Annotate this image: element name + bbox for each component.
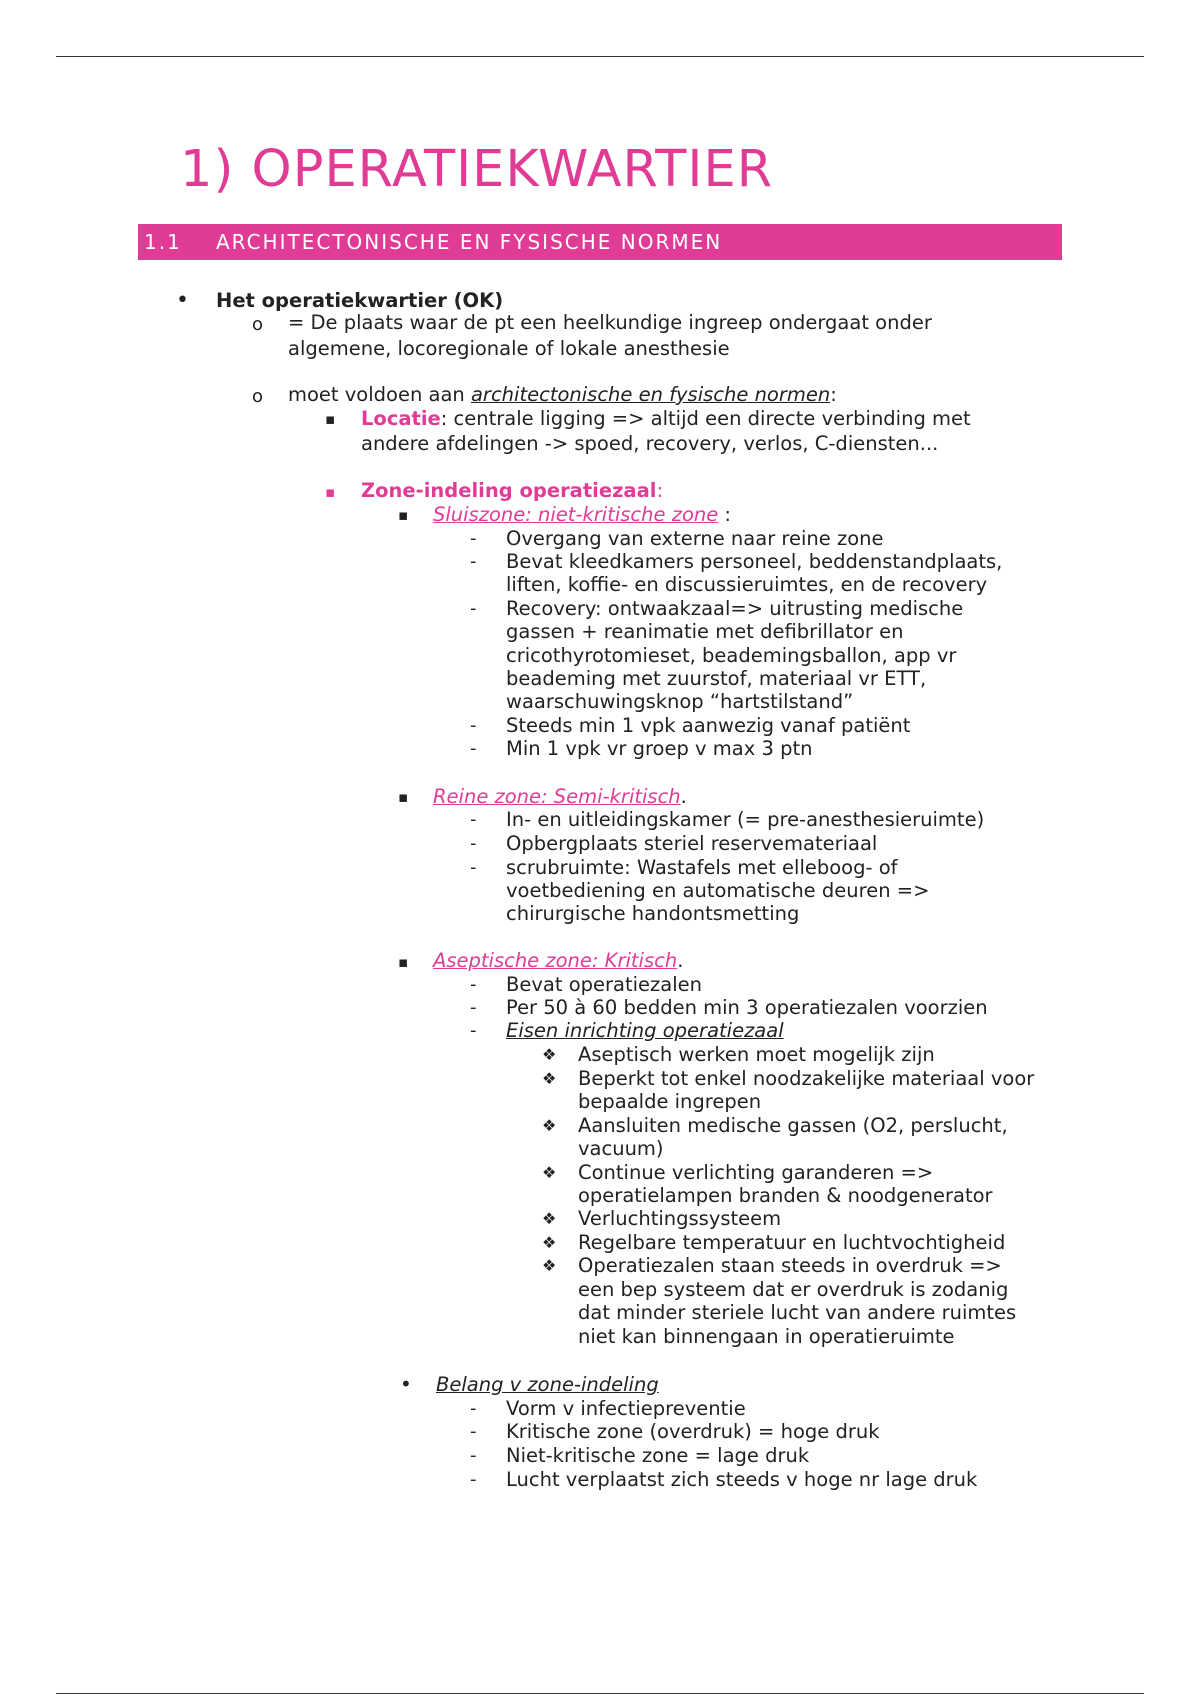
list-item: beademing met zuurstof, materiaal vr ETT, [506,667,927,690]
list-item: dat minder steriele lucht van andere ruimtes [578,1301,1017,1324]
eisen-heading: Eisen inrichting operatiezaal [506,1019,784,1042]
circle-marker: o [252,386,264,407]
dash-marker: - [470,974,477,995]
header-rule [56,56,1144,57]
norms-prefix: moet voldoen aan [288,383,471,406]
bullet-marker: • [176,288,189,313]
dash-marker: - [470,1469,477,1490]
list-item: vacuum) [578,1137,664,1160]
locatie-line [361,407,971,430]
list-item: Continue verlichting garanderen => [578,1161,934,1184]
norms-link: architectonische en fysische normen [470,383,831,406]
dash-marker: - [470,857,477,878]
ok-definition-line: = De plaats waar de pt een heelkundige ingreep ondergaat onder [288,311,932,334]
square-marker: ▪ [325,410,336,428]
diamond-marker: ❖ [542,1163,557,1182]
dash-marker: - [470,1398,477,1419]
dash-marker: - [470,528,477,549]
norms-line [288,383,837,406]
list-item: Recovery: ontwaakzaal=> uitrusting medische [506,597,964,620]
list-item: Operatiezalen staan steeds in overdruk => [578,1254,1002,1277]
zone-label: Zone-indeling operatiezaal [361,479,657,502]
diamond-marker: ❖ [542,1233,557,1252]
dash-marker: - [470,1421,477,1442]
section-title: ARCHITECTONISCHE EN FYSISCHE NORMEN [216,230,723,254]
sluiszone-suffix: : [718,503,732,526]
page-title: 1) OPERATIEKWARTIER [180,140,774,199]
locatie-line: andere afdelingen -> spoed, recovery, verlos, C-diensten... [361,432,939,455]
dash-marker: - [470,738,477,759]
dash-marker: - [470,1020,477,1041]
sluiszone-label: Sluiszone: niet-kritische zone [433,503,719,526]
locatie-label: Locatie [361,407,441,430]
aseptische-zone-heading [433,949,683,972]
list-item: Kritische zone (overdruk) = hoge druk [506,1420,880,1443]
zone-suffix: : [656,479,664,502]
diamond-marker: ❖ [542,1116,557,1135]
square-marker: ▪ [325,483,336,501]
aseptische-zone-suffix: . [677,949,684,972]
bullet-marker: • [400,1372,412,1396]
square-marker: ▪ [398,953,409,971]
locatie-text: : centrale ligging => altijd een directe verbinding met [440,407,971,430]
circle-marker: o [252,314,264,335]
list-item: Verluchtingssysteem [578,1207,782,1230]
list-item: Beperkt tot enkel noodzakelijke materiaal voor [578,1067,1035,1090]
dash-marker: - [470,715,477,736]
square-marker: ▪ [398,506,409,524]
list-item: In- en uitleidingskamer (= pre-anesthesieruimte) [506,808,985,831]
belang-heading: Belang v zone-indeling [436,1373,659,1396]
ok-definition-line: algemene, locoregionale of lokale anesthesie [288,337,730,360]
section-heading [138,224,1062,260]
list-item: voetbediening en automatische deuren => [506,879,930,902]
list-item: bepaalde ingrepen [578,1090,762,1113]
zone-heading [361,479,663,502]
dash-marker: - [470,551,477,572]
list-item: Vorm v infectiepreventie [506,1397,746,1420]
list-item: niet kan binnengaan in operatieruimte [578,1325,955,1348]
list-item: Per 50 à 60 bedden min 3 operatiezalen voorzien [506,996,988,1019]
list-item: chirurgische handontsmetting [506,902,800,925]
footer-rule [56,1693,1144,1694]
dash-marker: - [470,598,477,619]
diamond-marker: ❖ [542,1209,557,1228]
list-item: Niet-kritische zone = lage druk [506,1444,810,1467]
list-item: operatielampen branden & noodgenerator [578,1184,993,1207]
reine-zone-suffix: . [680,785,687,808]
list-item: scrubruimte: Wastafels met elleboog- of [506,856,898,879]
diamond-marker: ❖ [542,1045,557,1064]
list-item: Overgang van externe naar reine zone [506,527,884,550]
list-item: waarschuwingsknop “hartstilstand” [506,690,854,713]
dash-marker: - [470,833,477,854]
list-item: Opbergplaats steriel reservemateriaal [506,832,878,855]
reine-zone-label: Reine zone: Semi-kritisch [433,785,681,808]
list-item: gassen + reanimatie met defibrillator en [506,620,904,643]
list-item: cricothyrotomieset, beademingsballon, app vr [506,644,957,667]
dash-marker: - [470,1445,477,1466]
ok-heading: Het operatiekwartier (OK) [216,289,504,312]
list-item: Regelbare temperatuur en luchtvochtigheid [578,1231,1006,1254]
dash-marker: - [470,997,477,1018]
list-item: Aansluiten medische gassen (O2, perslucht, [578,1114,1008,1137]
square-marker: ▪ [398,788,409,806]
list-item: een bep systeem dat er overdruk is zodanig [578,1278,1009,1301]
list-item: Steeds min 1 vpk aanwezig vanaf patiënt [506,714,911,737]
list-item: Bevat operatiezalen [506,973,702,996]
sluiszone-heading [433,503,731,526]
list-item: liften, koffie- en discussieruimtes, en de recovery [506,573,988,596]
section-number: 1.1 [144,230,182,254]
list-item: Bevat kleedkamers personeel, beddenstandplaats, [506,550,1003,573]
list-item: Min 1 vpk vr groep v max 3 ptn [506,737,813,760]
list-item: Lucht verplaatst zich steeds v hoge nr lage druk [506,1468,978,1491]
aseptische-zone-label: Aseptische zone: Kritisch [433,949,678,972]
list-item: Aseptisch werken moet mogelijk zijn [578,1043,935,1066]
dash-marker: - [470,809,477,830]
reine-zone-heading [433,785,687,808]
diamond-marker: ❖ [542,1256,557,1275]
diamond-marker: ❖ [542,1069,557,1088]
norms-suffix: : [830,383,837,406]
